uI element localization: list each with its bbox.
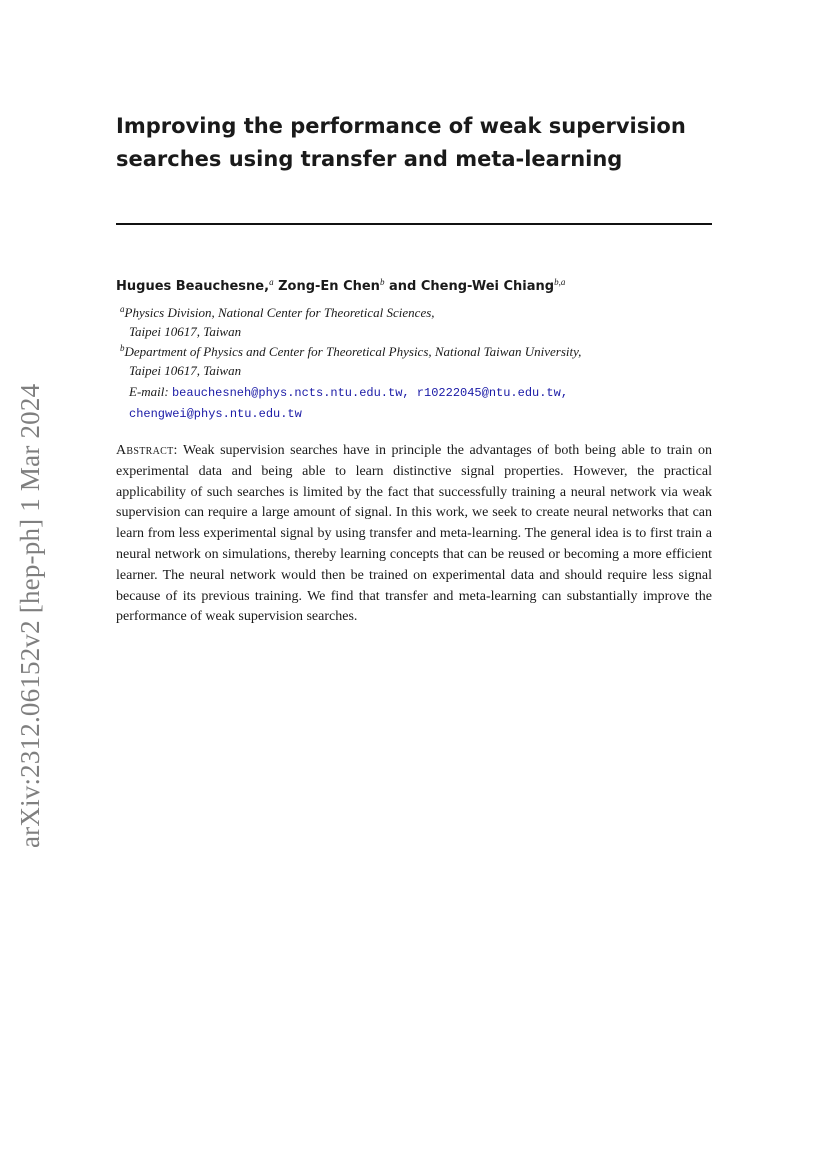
affiliation-mark: b bbox=[120, 343, 125, 353]
email-link-line-1[interactable]: beauchesneh@phys.ncts.ntu.edu.tw, r10222045@ntu.edu.tw, bbox=[171, 386, 569, 400]
email-block bbox=[129, 382, 568, 424]
abstract-body: Weak supervision searches have in principle the advantages of both being able to train on experimental data and being able to learn distinctive signal properties. However, the practical applicability of such searches is limited by the fact that successfully training a neural network via weak supervision can require a large amount of signal. In this work, we seek to create neural networks that can learn from less experimental signal by using transfer and meta-learning. The general idea is to first train a neural network on simulations, thereby learning concepts that can be reused or becoming a more efficient learner. The neural network would then be trained on experimental data and should require less signal because of its previous training. We find that transfer and meta-learning can substantially improve the performance of weak supervision searches. bbox=[116, 443, 712, 625]
author-affiliation-mark: b bbox=[379, 277, 385, 287]
arxiv-identifier-stamp bbox=[0, 0, 45, 848]
abstract-heading: Abstract: bbox=[116, 443, 178, 458]
paper-title-line-2: searches using transfer and meta-learning bbox=[116, 147, 623, 171]
author-name: Cheng-Wei Chiang bbox=[420, 279, 555, 294]
author-name: Zong-En Chen bbox=[278, 279, 380, 294]
affiliation-a bbox=[120, 303, 435, 341]
author-list bbox=[116, 278, 565, 296]
affiliation-line: Taipei 10617, Taiwan bbox=[129, 363, 242, 378]
paper-title bbox=[116, 110, 716, 176]
affiliation-mark: a bbox=[120, 304, 125, 314]
affiliation-line: Physics Division, National Center for Theoretical Sciences, bbox=[124, 305, 435, 320]
paper-title-line-1: Improving the performance of weak supervision bbox=[116, 114, 686, 138]
arxiv-identifier-text: arXiv:2312.06152v2 [hep-ph] 1 Mar 2024 bbox=[15, 383, 45, 848]
abstract bbox=[116, 441, 712, 628]
email-label: E-mail: bbox=[129, 384, 169, 399]
affiliation-line: Taipei 10617, Taiwan bbox=[129, 324, 242, 339]
affiliation-b bbox=[120, 342, 581, 380]
email-link-line-2[interactable]: chengwei@phys.ntu.edu.tw bbox=[129, 407, 302, 421]
author-name: Hugues Beauchesne, bbox=[116, 279, 270, 294]
author-affiliation-mark: a bbox=[269, 277, 274, 287]
author-affiliation-mark: b,a bbox=[554, 277, 566, 287]
title-divider bbox=[116, 223, 712, 225]
author-separator: and bbox=[384, 279, 421, 294]
affiliation-line: Department of Physics and Center for Theoretical Physics, National Taiwan University, bbox=[124, 344, 582, 359]
